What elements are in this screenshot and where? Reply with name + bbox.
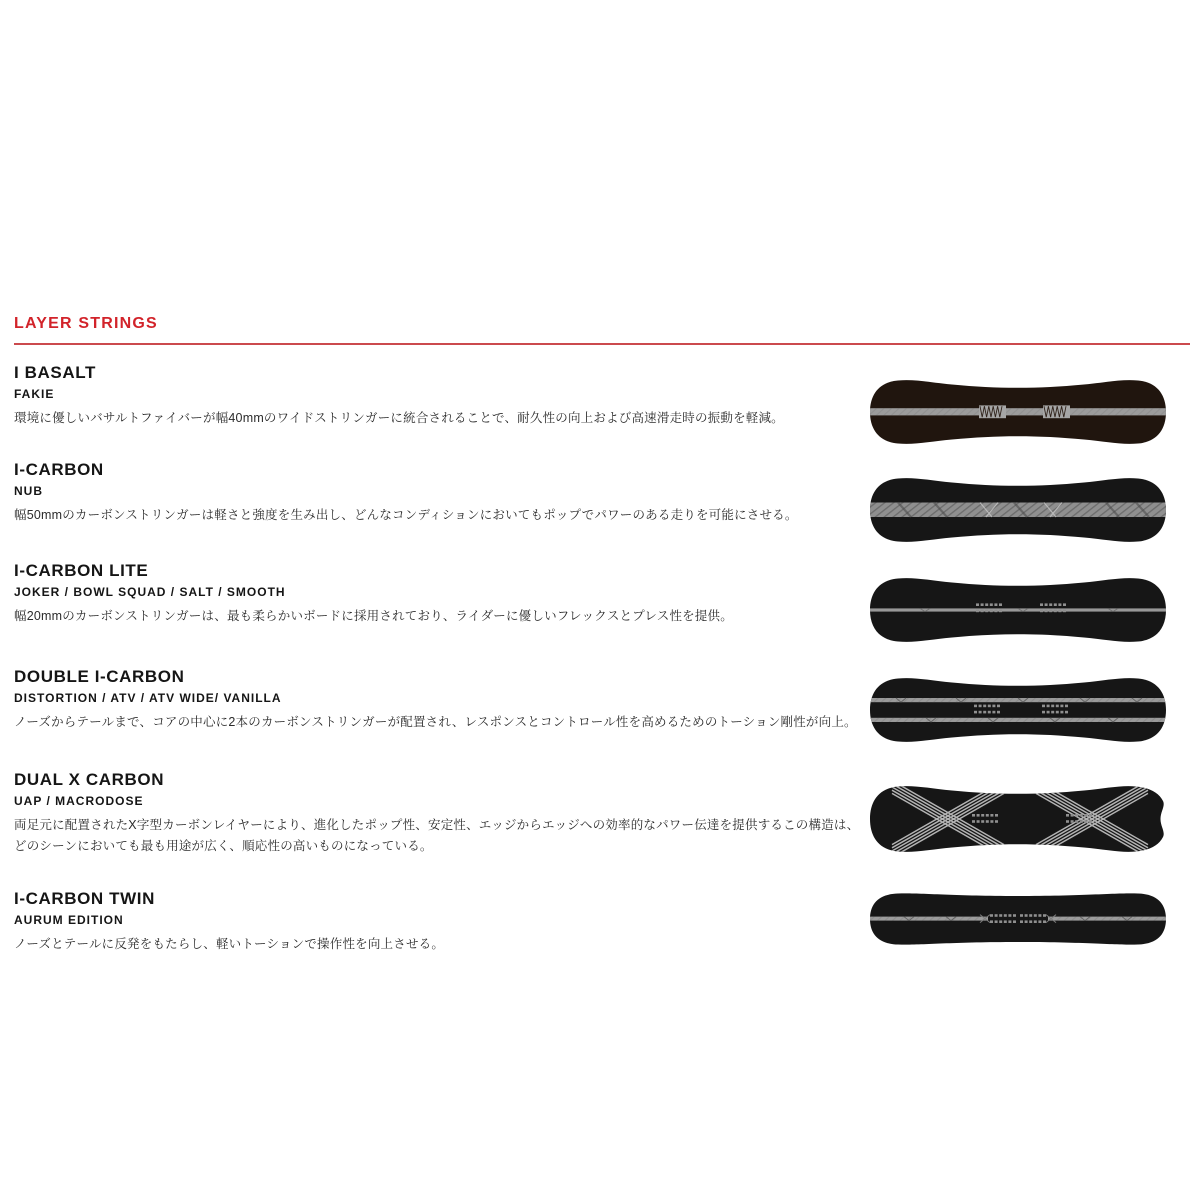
snowboard-graphic-i-carbon — [868, 473, 1170, 547]
snowboard-graphic-i-carbon-lite — [868, 573, 1170, 647]
section-models: JOKER / BOWL SQUAD / SALT / SMOOTH — [14, 585, 286, 599]
section-description: 幅50mmのカーボンストリンガーは軽さと強度を生み出し、どんなコンディションにおいてもポップでパワーのある走りを可能にさせる。 — [14, 508, 798, 522]
snowboard-top-view-icon — [868, 673, 1168, 747]
section-models: FAKIE — [14, 387, 55, 401]
snowboard-graphic-double-i-carbon — [868, 673, 1170, 747]
section-title: DOUBLE I-CARBON — [14, 667, 185, 686]
section-description: 両足元に配置されたX字型カーボンレイヤーにより、進化したポップ性、安定性、エッジからエッジへの効率的なパワー伝達を提供するこの構造は、どのシーンにおいても最も用途が広く、順応性の高いものになっている。 — [14, 818, 860, 853]
section-dual-x-carbon — [14, 771, 860, 856]
section-models: NUB — [14, 484, 43, 498]
section-title: I-CARBON — [14, 460, 104, 479]
section-models: DISTORTION / ATV / ATV WIDE/ VANILLA — [14, 691, 282, 705]
section-title: I BASALT — [14, 363, 96, 382]
snowboard-top-view-icon — [868, 473, 1168, 547]
snowboard-graphic-i-basalt — [868, 375, 1170, 449]
snowboard-graphic-dual-x-carbon — [868, 780, 1170, 858]
section-title: I-CARBON TWIN — [14, 889, 155, 908]
section-double-i-carbon — [14, 668, 860, 733]
section-description: ノーズとテールに反発をもたらし、軽いトーションで操作性を向上させる。 — [14, 937, 445, 951]
heading-divider — [14, 343, 1190, 345]
section-i-carbon-lite — [14, 562, 860, 627]
page-title: LAYER STRINGS — [14, 315, 158, 332]
snowboard-top-view-icon — [868, 573, 1168, 647]
section-description: ノーズからテールまで、コアの中心に2本のカーボンストリンガーが配置され、レスポンスとコントロール性を高めるためのトーション剛性が向上。 — [14, 715, 857, 729]
section-i-carbon-twin — [14, 890, 860, 955]
section-description: 環境に優しいバサルトファイバーが幅40mmのワイドストリンガーに統合されることで、耐久性の向上および高速滑走時の振動を軽減。 — [14, 411, 784, 425]
snowboard-top-view-icon — [868, 780, 1170, 858]
section-i-carbon — [14, 461, 860, 526]
snowboard-top-view-icon — [868, 375, 1168, 449]
section-models: UAP / MACRODOSE — [14, 794, 144, 808]
section-title: I-CARBON LITE — [14, 561, 149, 580]
section-models: AURUM EDITION — [14, 913, 124, 927]
snowboard-top-view-icon — [868, 888, 1168, 950]
section-i-basalt — [14, 364, 860, 429]
section-title: DUAL X CARBON — [14, 770, 165, 789]
snowboard-graphic-i-carbon-twin — [868, 888, 1170, 950]
section-description: 幅20mmのカーボンストリンガーは、最も柔らかいボードに採用されており、ライダーに優しいフレックスとプレス性を提供。 — [14, 609, 733, 623]
